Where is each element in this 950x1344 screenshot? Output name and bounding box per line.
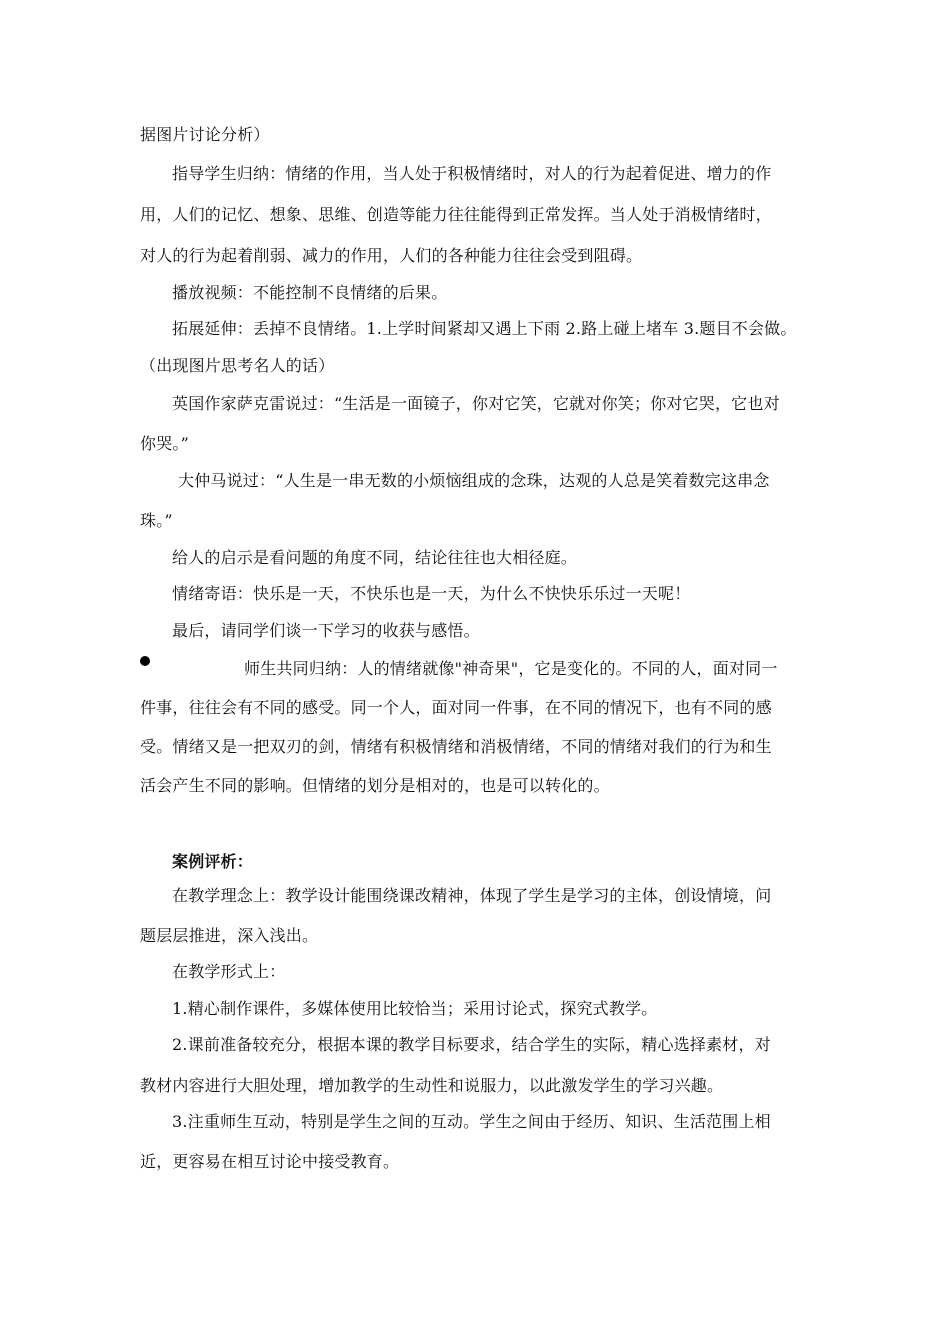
text-line: 最后，请同学们谈一下学习的收获与感悟。: [172, 621, 480, 640]
bullet-icon: [140, 656, 150, 666]
text-line: 受。情绪又是一把双刃的剑，情绪有积极情绪和消极情绪，不同的情绪对我们的行为和生: [140, 737, 772, 756]
text-line: 你哭。”: [140, 434, 189, 453]
text-line: 英国作家萨克雷说过：“生活是一面镜子，你对它笑，它就对你笑；你对它哭，它也对: [172, 394, 780, 413]
text-line: 活会产生不同的影响。但情绪的划分是相对的，也是可以转化的。: [140, 776, 610, 795]
text-line: 指导学生归纳：情绪的作用，当人处于积极情绪时，对人的行为起着促进、增力的作: [172, 164, 772, 183]
text-line: 给人的启示是看问题的角度不同，结论往往也大相径庭。: [172, 548, 578, 567]
text-line: 在教学形式上：: [172, 962, 286, 981]
text-line: 对人的行为起着削弱、减力的作用，人们的各种能力往往会受到阻碍。: [140, 246, 643, 265]
text-line: 2.课前准备较充分，根据本课的教学目标要求，结合学生的实际，精心选择素材，对: [172, 1035, 771, 1054]
text-line: （出现图片思考名人的话）: [140, 356, 335, 375]
text-line: 1.精心制作课件，多媒体使用比较恰当；采用讨论式，探究式教学。: [172, 999, 658, 1018]
text-line: 拓展延伸：丢掉不良情绪。1.上学时间紧却又遇上下雨 2.路上碰上堵车 3.题目不会做。: [172, 319, 797, 338]
text-line: 珠。”: [140, 511, 173, 530]
text-line: 在教学理念上：教学设计能围绕课改精神，体现了学生是学习的主体，创设情境，问: [172, 886, 772, 905]
text-line: 情绪寄语：快乐是一天，不快乐也是一天，为什么不快快乐乐过一天呢！: [172, 584, 691, 603]
text-line: 大仲马说过：“人生是一串无数的小烦恼组成的念珠，达观的人总是笑着数完这串念: [178, 471, 770, 490]
text-line: 3.注重师生互动，特别是学生之间的互动。学生之间由于经历、知识、生活范围上相: [172, 1112, 771, 1131]
text-line: 师生共同归纳：人的情绪就像"神奇果"，它是变化的。不同的人，面对同一: [244, 659, 778, 678]
text-line: 近，更容易在相互讨论中接受教育。: [140, 1152, 400, 1171]
text-line: 据图片讨论分析）: [140, 125, 270, 144]
text-line: 件事，往往会有不同的感受。同一个人，面对同一件事，在不同的情况下，也有不同的感: [140, 698, 772, 717]
text-line: 用，人们的记忆、想象、思维、创造等能力往往能得到正常发挥。当人处于消极情绪时，: [140, 205, 772, 224]
text-line: 教材内容进行大胆处理，增加教学的生动性和说服力，以此激发学生的学习兴趣。: [140, 1076, 724, 1095]
text-line: 题层层推进，深入浅出。: [140, 926, 319, 945]
text-line: 播放视频：不能控制不良情绪的后果。: [172, 283, 448, 302]
section-heading: 案例评析：: [172, 852, 254, 871]
